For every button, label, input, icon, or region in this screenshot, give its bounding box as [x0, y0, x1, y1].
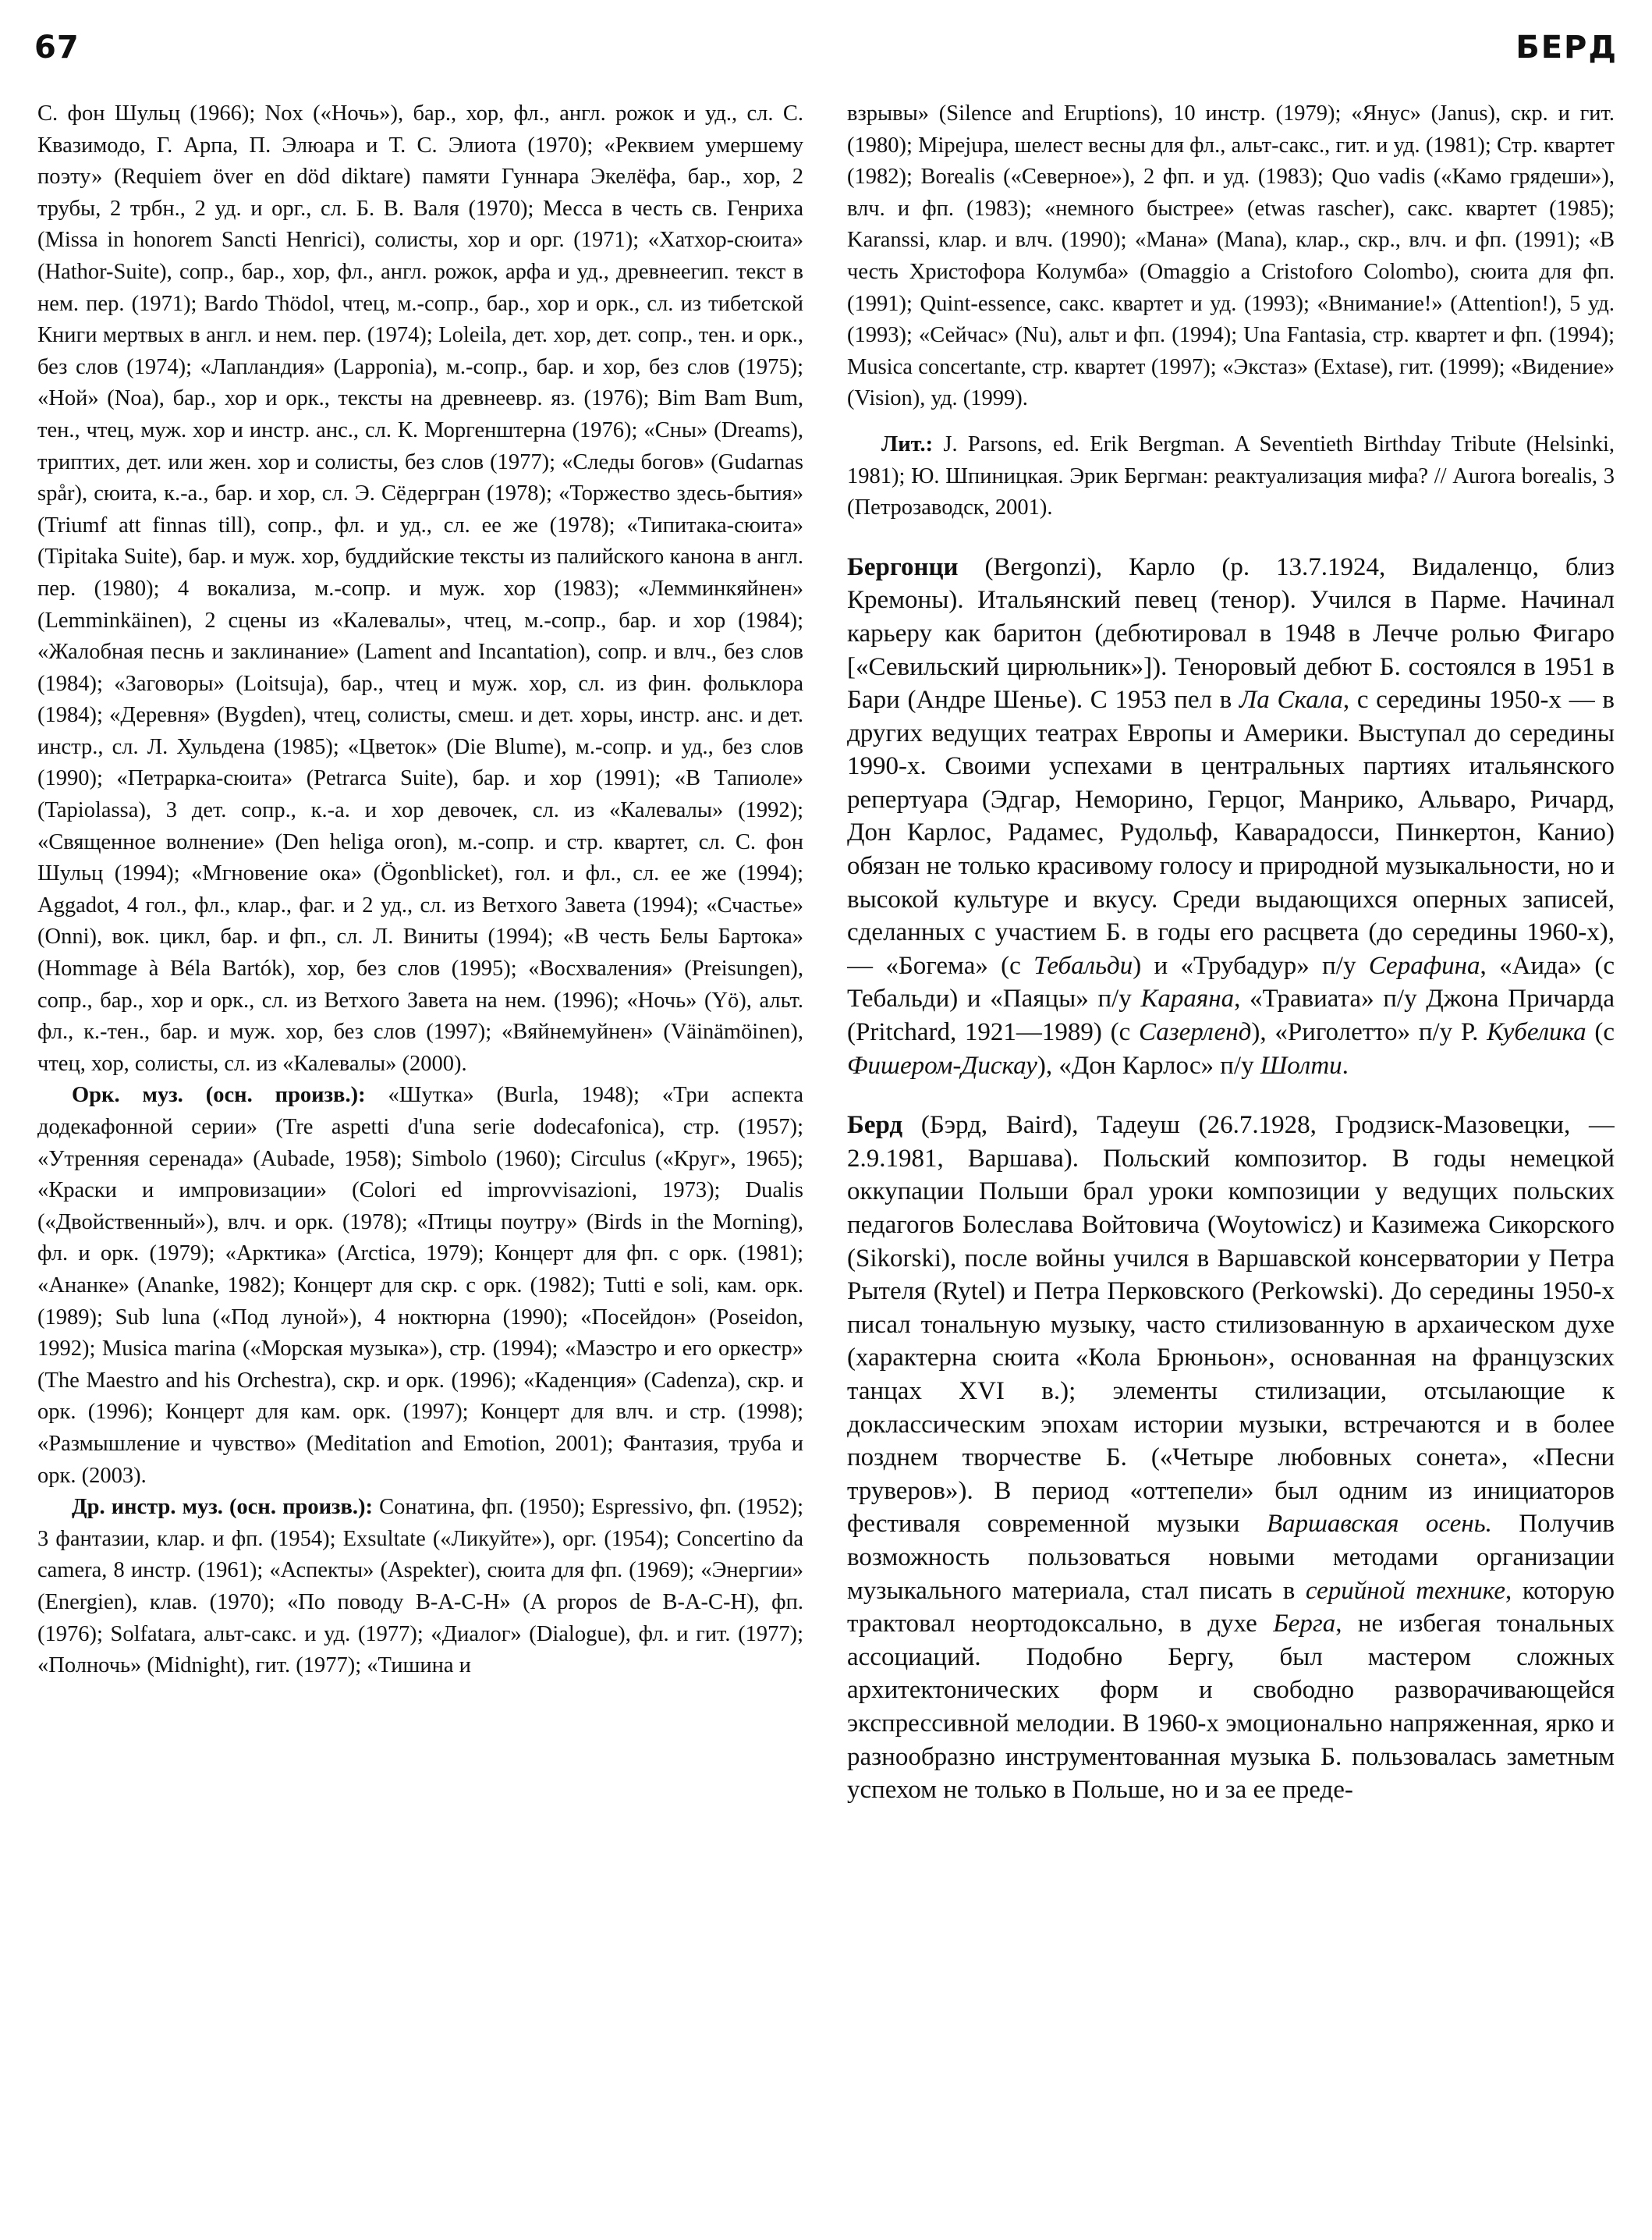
link-warsaw-autumn[interactable]: Варшавская осень. [1266, 1510, 1492, 1539]
headword-bergonzi: Бергонци [847, 552, 959, 581]
works-list-end: взрывы» (Silence and Eruptions), 10 инстр. (1979); «Янус» (Janus), скр. и гит. (1980); Mipejupa, шелест весны для фл., альт-сакс., гит. и уд. (1981); Стр. квартет (1982); Borealis («Северное»), 2 фп. и уд. (1983); Quo vadis («Камо грядеши»), влч. и фп. (1983); «немного быстрее» (etwas rascher), сакс. квартет (1985); Karanssi, клар. и влч. (1990); «Мана» (Mana), клар., скр., влч. и фп. (1991); «В честь Христофора Колумба» (Omaggio a Cristoforo Colombo), сюита для фп. (1991); Quint-essence, сакс. квартет и уд. (1993); «Внимание!» (Attention!), 5 уд. (1993); «Сейчас» (Nu), альт и фп. (1994); Una Fantasia, стр. квартет и фп. (1994); Musica concertante, стр. квартет (1997); «Экстаз» (Extase), гит. (1999); «Видение» (Vision), уд. (1999). [847, 101, 1615, 411]
bergonzi-text-4: , «Аида» (с Тебальди) и «Паяцы» п/у [847, 951, 1615, 1014]
other-instrumental-text: Сонатина, фп. (1950); Espressivo, фп. (1952); 3 фантазии, клар. и фп. (1954); Exsultate («Ликуйте»), орг. (1954); Concertino da camera, 8 инстр. (1961); «Аспекты» (Aspekter), сюита для фп. (1969); «Энергии» (Energien), клав. (1970); «По поводу B-A-C-H» (A propos de B-A-C-H), фп. (1976); Solfatara, альт-сакс. и уд. (1977); «Диалог» (Dialogue), фл. и гит. (1977); «Полночь» (Midnight), гит. (1977); «Тишина и [37, 1495, 803, 1678]
running-head: БЕРД [1516, 30, 1618, 66]
literature-label: Лит.: [881, 431, 934, 456]
bergonzi-text-7: (с [1586, 1018, 1615, 1047]
link-sutherland[interactable]: Сазерленд [1138, 1018, 1252, 1047]
page-header [34, 30, 1618, 92]
link-serafin[interactable]: Серафина [1368, 951, 1480, 980]
link-karajan[interactable]: Караяна [1140, 985, 1235, 1014]
bergonzi-text-3: ) и «Трубадур» п/у [1133, 951, 1369, 980]
link-fischer-dieskau[interactable]: Фишером-Дискау [847, 1051, 1037, 1080]
link-tebaldi[interactable]: Тебальди [1033, 951, 1133, 980]
works-list-continued: С. фон Шульц (1966); Nox («Ночь»), бар., хор, фл., англ. рожок и уд., сл. С. Квазимодо, Г. Арпа, П. Элюара и Т. С. Элиота (1970); «Реквием умершему поэту» (Requiem över en död diktare) памяти Гуннара Экелёфа, бар., хор, 2 трубы, 2 трбн., 2 уд. и орг., сл. Б. В. Валя (1970); Месса в честь св. Генриха (Missa in honorem Sancti Henrici), солисты, хор и орг. (1971); «Хатхор-сюита» (Hathor-Suite), сопр., бар., хор, фл., англ. рожок, арфа и уд., древнеегип. текст в нем. пер. (1971); Bardo Thödol, чтец, м.-сопр., бар., хор и орк., сл. из тибетской Книги мертвых в англ. и нем. пер. (1974); Loleila, дет. хор, дет. сопр., тен. и орк., без слов (1974); «Лапландия» (Lapponia), м.-сопр., бар. и хор, без слов (1975); «Ной» (Noa), бар., хор и орк., тексты на древнеевр. яз. (1976); Bim Bam Bum, тен., чтец, муж. хор и инстр. анс., сл. К. Моргенштерна (1976); «Сны» (Dreams), триптих, дет. или жен. хор и солисты, без слов (1977); «Следы богов» (Gudarnas spår), сюита, к.-а., бар. и хор, сл. Э. Сёдергран (1978); «Торжество здесь-бытия» (Triumf att finnas till), сопр., фл. и уд., сл. ее же (1978); «Типитака-сюита» (Tipitaka Suite), бар. и муж. хор, буддийские тексты из палийского канона в англ. пер. (1980); 4 вокализа, м.-сопр. и муж. хор (1983); «Лемминкяйнен» (Lemminkäinen), 2 сцены из «Калевалы», чтец, м.-сопр., бар. и хор (1984); «Жалобная песнь и заклинание» (Lament and Incantation), сопр. и влч., без слов (1984); «Заговоры» (Loitsuja), бар., чтец и муж. хор, сл. из фин. фольклора (1984); «Деревня» (Bygden), чтец, солисты, смеш. и дет. хоры, инстр. анс. и дет. инстр., сл. Л. Хульдена (1985); «Цветок» (Die Blume), м.-сопр. и уд., без слов (1990); «Петрарка-сюита» (Petrarca Suite), бар. и хор (1991); «В Тапиоле» (Tapiolassa), 3 дет. сопр., к.-а. и хор девочек, сл. из «Калевалы» (1992); «Священное волнение» (Den heliga oron), м.-сопр. и стр. квартет, сл. С. фон Шульц (1994); «Мгновение ока» (Ögonblicket), гол. и фл., сл. ее же (1994); Aggadot, 4 гол., фл., клар., фаг. и 2 уд., сл. из Ветхого Завета (1994); «Счастье» (Onni), вок. цикл, бар. и фп., сл. Л. Виниты (1994); «В честь Белы Бартока» (Hommage à Béla Bartók), хор, без слов (1995); «Восхваления» (Preisungen), сопр., бар., хор и орк., сл. из Ветхого Завета на нем. (1996); «Ночь» (Yö), альт. фл., к.-тен., бар. и муж. хор, без слов (1997); «Вяйнемуйнен» (Väinämöinen), чтец, хор, солисты, сл. из «Калевалы» (2000). [37, 101, 803, 1076]
bergonzi-text-6: ), «Риголетто» п/у Р. [1251, 1018, 1487, 1047]
link-la-scala[interactable]: Ла Скала [1239, 686, 1343, 715]
headword-baird: Берд [847, 1111, 903, 1140]
orchestral-works-text: «Шутка» (Burla, 1948); «Три аспекта додекафонной серии» (Tre aspetti d'una serie dodecafonica), стр. (1957); «Утренняя серенада» (Aubade, 1958); Simbolo (1960); Circulus («Круг», 1965); «Краски и импровизации» (Colori ed improvvisazioni, 1973); Dualis («Двойственный»), влч. и орк. (1978); «Птицы поутру» (Birds in the Morning), фл. и орк. (1979); «Арктика» (Arctica, 1979); Концерт для фп. с орк. (1981); «Ананке» (Ananke, 1982); Концерт для скр. с орк. (1982); Tutti e soli, кам. орк. (1989); Sub luna («Под луной»), 4 ноктюрна (1990); «Посейдон» (Poseidon, 1992); Musica marina («Морская музыка»), стр. (1994); «Маэстро и его оркестр» (The Maestro and his Orchestra), скр. и орк. (1996); «Каденция» (Cadenza), скр. и орк. (1996); Концерт для кам. орк. (1997); Концерт для влч. и стр. (1998); «Размышление и чувство» (Meditation and Emotion, 2001); Фантазия, труба и орк. (2003). [37, 1083, 803, 1488]
left-column [37, 98, 803, 2217]
link-kubelik[interactable]: Кубелика [1487, 1018, 1586, 1047]
baird-text-1: (Бэрд, Baird), Тадеуш (26.7.1928, Гродзиск-Мазовецки, — 2.9.1981, Варшава). Польский композитор. В годы немецкой оккупации Польши брал уроки композиции у ведущих польских педагогов Болеслава Войтовича (Woytowicz) и Казимежа Сикорского (Sikorski), после войны учился в Варшавской консерватории у Петра Рытеля (Rytel) и Петра Перковского (Perkowski). До середины 1950-х писал тональную музыку, часто стилизованную в архаическом духе (характерна сюита «Кола Брюньон», основанная на французских танцах XVI в.); элементы стилизации, отсылающие к доклассическим эпохам истории музыки, встречаются и в более позднем творчестве Б. («Четыре любовных сонета», «Песни труверов»). В период «оттепели» был одним из инициаторов фестиваля современной музыки [847, 1111, 1615, 1539]
right-column [847, 98, 1615, 2217]
bergonzi-text-2: , с середины 1950-х — в других ведущих театрах Европы и Америки. Выступал до середины 1990-х. Своими успехами в центральных партиях итальянского репертуара (Эдгар, Неморино, Герцог, Манрико, Альваро, Ричард, Дон Карлос, Радамес, Рудольф, Каварадосси, Пинкертон, Канио) обязан не только красивому голосу и природной музыкальности, но и высокой культуре и вкусу. Среди выдающихся оперных записей, сделанных с участием Б. в годы его расцвета (до середины 1960-х), — «Богема» (с [847, 686, 1615, 980]
orchestral-works [37, 1080, 803, 1492]
link-solti[interactable]: Шолти [1260, 1051, 1342, 1080]
orchestral-works-label: Орк. муз. (осн. произв.): [72, 1083, 366, 1108]
link-serial-technique[interactable]: серийной технике [1305, 1576, 1506, 1605]
literature-section [847, 429, 1615, 524]
other-instrumental-works [37, 1492, 803, 1682]
other-instrumental-label: Др. инстр. муз. (осн. произв.): [72, 1495, 373, 1520]
bergonzi-text-1: (Bergonzi), Карло (р. 13.7.1924, Видаленцо, близ Кремоны). Итальянский певец (тенор). Учился в Парме. Начинал карьеру как баритон (дебютировал в 1948 в Леччe ролью Фигаро [«Севильский цирюльник»]). Теноровый дебют Б. состоялся в 1951 в Бари (Андре Шенье). С 1953 пел в [847, 552, 1615, 715]
link-berg[interactable]: Берга [1273, 1610, 1336, 1638]
entry-baird [847, 1109, 1615, 1806]
bergonzi-text-8: ), «Дон Карлос» п/у [1037, 1051, 1260, 1080]
bergonzi-text-9: . [1342, 1051, 1349, 1080]
baird-text-2: Получив возможность пользоваться новыми методами организации музыкального материала, стал писать в [847, 1510, 1615, 1605]
baird-text-4: , не избегая тональных ассоциаций. Подобно Бергу, был мастером сложных архитектонических форм и свободно разворачивающейся экспрессивной мелодии. В 1960-х эмоционально напряженная, ярко и разнообразно инструментованная музыка Б. пользовалась заметным успехом не только в Польше, но и за ее преде- [847, 1610, 1615, 1805]
page-number: 67 [34, 30, 80, 66]
bergonzi-text-5: , «Травиата» п/у Джона Причарда (Pritchard, 1921—1989) (с [847, 985, 1615, 1047]
baird-text-3: , которую трактовал неортодоксально, в духе [847, 1576, 1615, 1638]
entry-bergonzi [847, 551, 1615, 1083]
literature-text: J. Parsons, ed. Erik Bergman. A Seventieth Birthday Tribute (Helsinki, 1981); Ю. Шпиницкая. Эрик Бергман: реактуализация мифа? // Aurora borealis, 3 (Петрозаводск, 2001). [847, 431, 1615, 520]
